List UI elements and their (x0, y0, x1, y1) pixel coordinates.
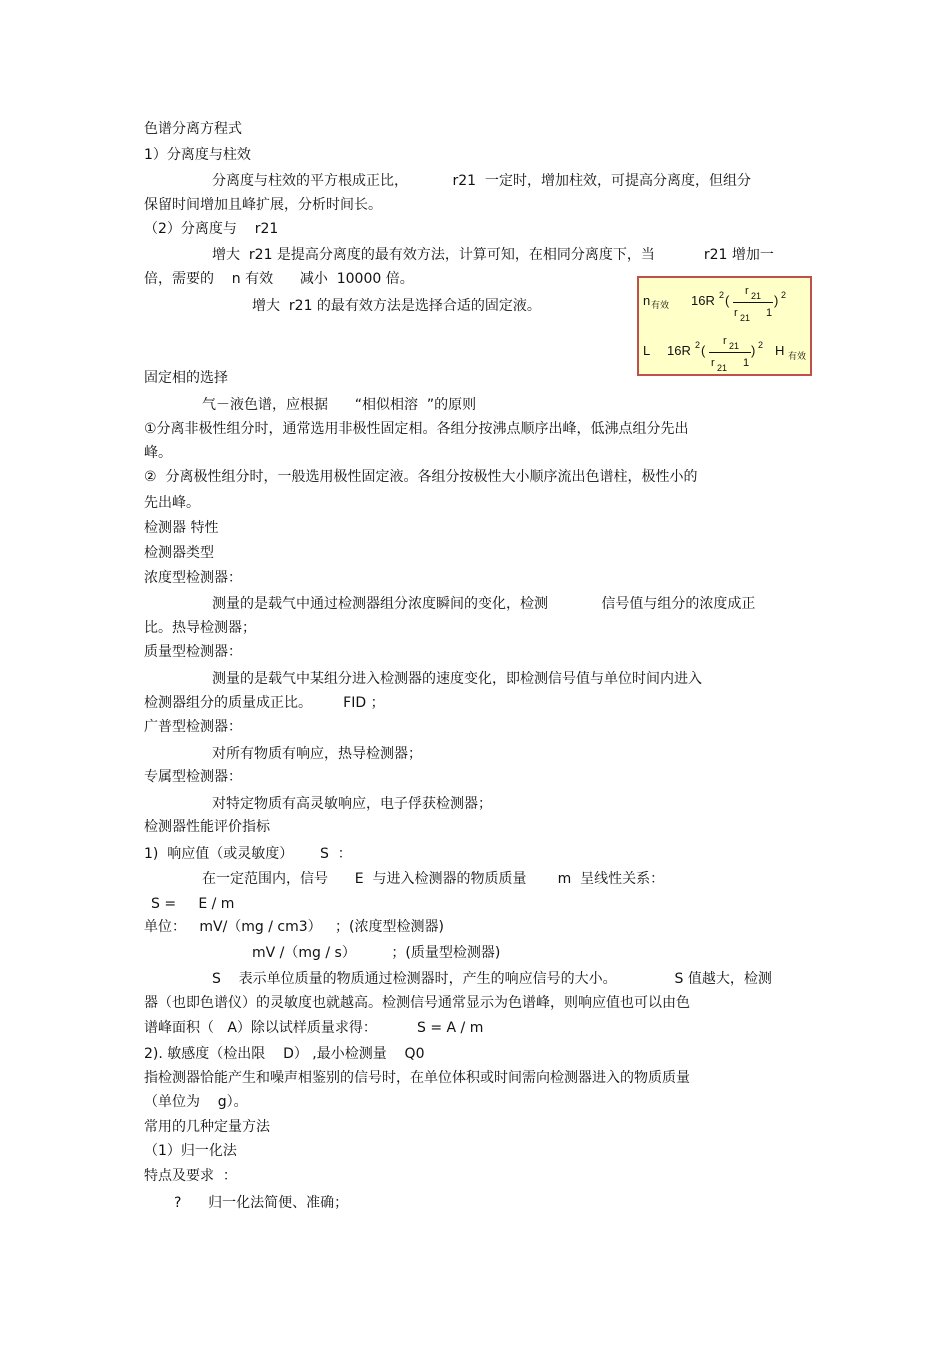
formula-n-symbol: n (643, 293, 651, 308)
formula-numerator-sub: 21 (751, 291, 762, 301)
paragraph-line: 测量的是载气中某组分进入检测器的速度变化，即检测信号值与单位时间内进入 (212, 671, 702, 687)
formula-denominator-one: 1 (766, 307, 773, 319)
subheading: （2）分离度与 r21 (144, 221, 279, 237)
formula-numerator-sub: 21 (729, 341, 740, 351)
list-item: ? 归一化法简便、准确； (174, 1195, 349, 1211)
fraction-bar (733, 302, 773, 303)
formula-paren: ( (701, 343, 706, 358)
paragraph-line: ② 分离极性组分时，一般选用极性固定液。各组分按极性大小顺序流出色谱柱，极性小的 (144, 469, 698, 485)
paragraph-line: 测量的是载气中通过检测器组分浓度瞬间的变化，检测 信号值与组分的浓度成正 (212, 596, 756, 612)
formula-denominator-sub: 21 (717, 363, 728, 373)
formula-exponent: 2 (695, 340, 701, 350)
section-heading: 色谱分离方程式 (144, 121, 242, 137)
formula-h-subscript: 有效 (788, 351, 807, 361)
paragraph-line: 单位： mV/（mg / cm3） ；(浓度型检测器) (144, 919, 444, 935)
formula-paren: ) (751, 343, 756, 358)
subheading: 质量型检测器： (144, 644, 242, 660)
paragraph-line: mV /（mg / s） ；(质量型检测器) (252, 945, 501, 961)
subheading: 2). 敏感度（检出限 D） ,最小检测量 Q0 (144, 1046, 425, 1062)
paragraph-line: 增大 r21 是提高分离度的最有效方法，计算可知，在相同分离度下，当 r21 增加一 (212, 247, 774, 263)
paragraph-line: S 表示单位质量的物质通过检测器时，产生的响应信号的大小。 S 值越大，检测 (212, 971, 772, 987)
section-heading: 固定相的选择 (144, 370, 228, 386)
fraction-bar (709, 352, 751, 353)
paragraph-line: 保留时间增加且峰扩展，分析时间长。 (144, 197, 382, 213)
formula-box (637, 276, 812, 376)
formula-n-subscript: 有效 (651, 300, 670, 310)
paragraph-line: 对特定物质有高灵敏响应，电子俘获检测器； (212, 796, 492, 812)
subheading: 1）分离度与柱效 (144, 147, 251, 163)
paragraph-line: 对所有物质有响应，热导检测器； (212, 746, 422, 762)
equation-line: S = E / m (151, 896, 235, 912)
formula-coefficient: 16R (667, 343, 691, 358)
formula-l-symbol: L (643, 343, 651, 358)
formula-denominator-one: 1 (743, 357, 750, 369)
paragraph-line: （单位为 g）。 (144, 1094, 248, 1110)
section-heading: 常用的几种定量方法 (144, 1119, 270, 1135)
formula-exponent: 2 (719, 290, 725, 300)
formula-exponent: 2 (758, 340, 764, 350)
section-heading: 检测器性能评价指标 (144, 819, 270, 835)
formula-h-symbol: H (775, 343, 785, 358)
paragraph-line: 峰。 (144, 445, 172, 461)
paragraph-line: 特点及要求 ： (144, 1168, 237, 1184)
formula-numerator: r (745, 285, 749, 297)
formula-numerator: r (723, 335, 727, 347)
formula-denominator: r (734, 307, 738, 319)
subheading: 广普型检测器： (144, 719, 242, 735)
paragraph-line: ①分离非极性组分时，通常选用非极性固定相。各组分按沸点顺序出峰，低沸点组分先出 (144, 421, 689, 437)
formula-coefficient: 16R (691, 293, 715, 308)
paragraph-line: 先出峰。 (144, 495, 200, 511)
formula-denominator: r (711, 357, 715, 369)
paragraph-line: 增大 r21 的最有效方法是选择合适的固定液。 (252, 298, 541, 314)
paragraph-line: 倍，需要的 n 有效 减小 10000 倍。 (144, 271, 414, 287)
paragraph-line: 气－液色谱，应根据 “相似相溶 ”的原则 (202, 397, 477, 413)
formula-paren: ( (725, 293, 730, 308)
formula-exponent: 2 (781, 290, 787, 300)
subheading: （1）归一化法 (144, 1143, 237, 1159)
section-heading: 检测器类型 (144, 545, 214, 561)
paragraph-line: 指检测器恰能产生和噪声相鉴别的信号时，在单位体积或时间需向检测器进入的物质质量 (144, 1070, 690, 1086)
paragraph-line: 检测器组分的质量成正比。 FID ； (144, 695, 385, 711)
section-heading: 检测器 特性 (144, 520, 219, 536)
subheading: 浓度型检测器： (144, 570, 242, 586)
formula-denominator-sub: 21 (740, 313, 751, 323)
subheading: 1) 响应值（或灵敏度） S ： (144, 846, 352, 862)
paragraph-line: 分离度与柱效的平方根成正比， r21 一定时，增加柱效，可提高分离度，但组分 (212, 173, 751, 189)
paragraph-line: 比。热导检测器； (144, 620, 256, 636)
subheading: 专属型检测器： (144, 769, 242, 785)
paragraph-line: 器（也即色谱仪）的灵敏度也就越高。检测信号通常显示为色谱峰，则响应值也可以由色 (144, 995, 690, 1011)
paragraph-line: 谱峰面积（ A）除以试样质量求得： S = A / m (144, 1020, 484, 1036)
formula-paren: ) (774, 293, 779, 308)
paragraph-line: 在一定范围内，信号 E 与进入检测器的物质质量 m 呈线性关系： (202, 871, 665, 887)
